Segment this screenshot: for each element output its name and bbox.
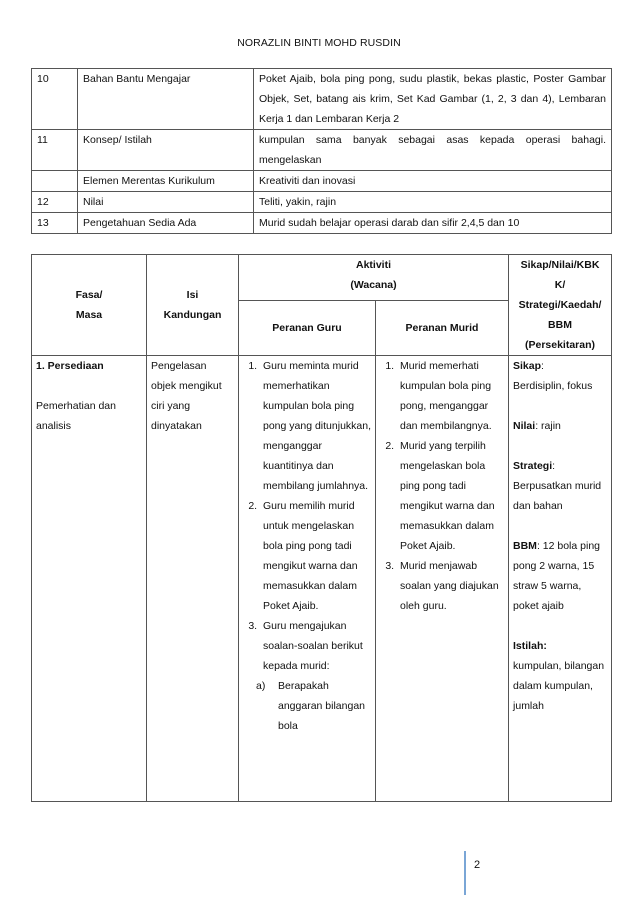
page-header-author: NORAZLIN BINTI MOHD RUSDIN [237,37,401,49]
guru-sub-list [243,676,371,736]
header-aktiviti-line2: (Wacana) [350,279,397,291]
header-isi-line1: Isi [186,289,199,301]
guru-step: 1. Guru meminta murid memerhatikan kumpulan bola ping pong yang ditunjukkan, menganggar kuantitinya dan membilang jumlahnya. [260,356,371,496]
cell-peranan-guru [239,356,376,802]
header-sikap-line3: Strategi/Kaedah/ [518,299,602,311]
cell-value: Murid sudah belajar operasi darab dan sifir 2,4,5 dan 10 [254,213,612,234]
header-isi-line2: Kandungan [163,309,222,321]
page-number: 2 [464,851,480,895]
guru-steps-list [243,356,371,676]
cell-peranan-murid [376,356,509,802]
strategi-label: Strategi [513,460,553,472]
header-sikap-line5: (Persekitaran) [524,339,596,351]
header-sikap [509,255,612,356]
istilah-label: Istilah: [513,640,547,652]
header-fasa-line1: Fasa/ [75,289,103,301]
info-row [32,171,612,192]
bbm-value: 12 bola ping pong 2 warna, 15 straw 5 warna, poket ajaib [513,540,600,612]
guru-sub-marker: a) [256,680,266,692]
murid-steps-list [380,356,504,616]
murid-step: 2. Murid yang terpilih mengelaskan bola ping pong tadi mengikut warna dan memasukkan dalam Poket Ajaib. [397,436,504,556]
guru-step: 2. Guru memilih murid untuk mengelaskan bola ping pong tadi mengikut warna dan memasukkan dalam Poket Ajaib. [260,496,371,616]
cell-sikap: Sikap: Berdisiplin, fokus Nilai: rajin Strategi: Berpusatkan murid dan bahan BBM: 12 bola ping pong 2 warna, 15 straw 5 warna, poket ajaib Istilah: kumpulan, bilangan dalam kumpulan, jumlah [509,356,612,802]
cell-no: 12 [32,192,78,213]
cell-label: Konsep/ Istilah [78,130,254,171]
lesson-table [31,254,612,802]
guru-step: 3. Guru mengajukan soalan-soalan berikut kepada murid: [260,616,371,676]
header-fasa [32,255,147,356]
guru-sub-item [256,676,371,736]
header-peranan-murid: Peranan Murid [376,301,509,356]
header-sikap-line1: Sikap/Nilai/KBK [520,259,600,271]
header-isi [147,255,239,356]
cell-value: kumpulan sama banyak sebagai asas kepada operasi bahagi. mengelaskan [254,130,612,171]
info-row [32,192,612,213]
strategi-value: Berpusatkan murid dan bahan [513,480,602,512]
nilai-label: Nilai [513,420,536,432]
bbm-label: BBM [513,540,537,552]
cell-isi: Pengelasan objek mengikut ciri yang dinyatakan [147,356,239,802]
header-sikap-line4: BBM [548,319,572,331]
cell-label: Elemen Merentas Kurikulum [78,171,254,192]
cell-label: Bahan Bantu Mengajar [78,69,254,130]
cell-value: Poket Ajaib, bola ping pong, sudu plastik, bekas plastic, Poster Gambar Objek, Set, batang ais krim, Set Kad Gambar (1, 2, 3 dan 4), Lembaran Kerja 1 dan Lembaran Kerja 2 [254,69,612,130]
cell-label: Pengetahuan Sedia Ada [78,213,254,234]
cell-value: Kreativiti dan inovasi [254,171,612,192]
sikap-value: Berdisiplin, fokus [513,380,593,392]
cell-no: 10 [32,69,78,130]
guru-sub-text: Berapakah anggaran bilangan bola [278,680,365,732]
header-fasa-line2: Masa [75,309,103,321]
header-aktiviti-line1: Aktiviti [356,259,392,271]
murid-step: 3. Murid menjawab soalan yang diajukan oleh guru. [397,556,504,616]
cell-fasa [32,356,147,802]
info-row [32,130,612,171]
header-aktiviti [239,255,509,301]
cell-value: Teliti, yakin, rajin [254,192,612,213]
info-row [32,69,612,130]
istilah-value: kumpulan, bilangan dalam kumpulan, jumlah [513,660,605,712]
header-sikap-line2: K/ [554,279,566,291]
header-peranan-guru: Peranan Guru [239,301,376,356]
cell-no: 11 [32,130,78,171]
info-row [32,213,612,234]
sikap-label: Sikap [513,360,542,372]
fasa-sub: Pemerhatian dan analisis [36,400,116,432]
info-table [31,68,612,234]
nilai-value: rajin [541,420,561,432]
cell-label: Nilai [78,192,254,213]
cell-no: 13 [32,213,78,234]
cell-no [32,171,78,192]
fasa-title: 1. Persediaan [36,360,104,372]
murid-step: 1. Murid memerhati kumpulan bola ping pong, menganggar dan membilangnya. [397,356,504,436]
